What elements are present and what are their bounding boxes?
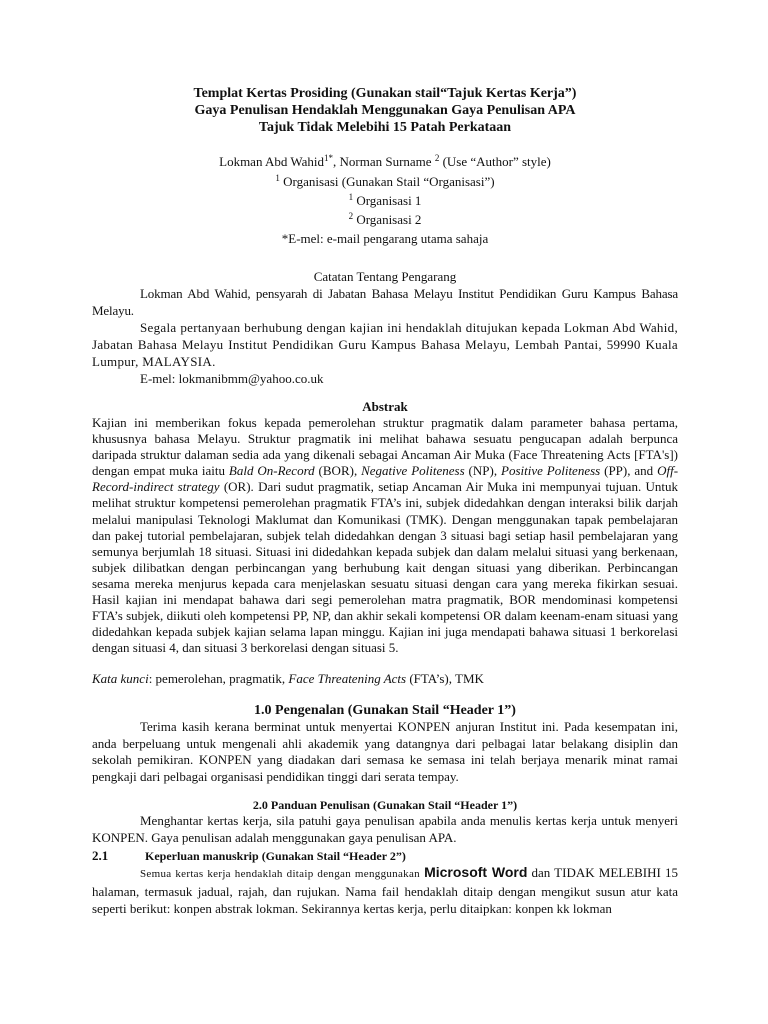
microsoft-word-label: Microsoft Word (424, 864, 528, 881)
author-2-name: , Norman Surname (333, 154, 435, 169)
author-email: *E-mel: e-mail pengarang utama sahaja (281, 231, 489, 246)
author-note-email: E-mel: lokmanibmm@yahoo.co.uk (140, 371, 324, 386)
section-2-heading: 2.0 Panduan Penulisan (Gunakan Stail “Header 1”) (252, 798, 518, 813)
author-note-paragraph-2: Segala pertanyaan berhubung dengan kajian ini hendaklah ditujukan kepada Lokman Abd Wahid, Jabatan Bahasa Melayu Institut Pendidikan Guru Kampus Bahasa Melayu, Lembah Pantai, 59990 Kuala Lumpur, MALAYSIA. (92, 320, 678, 369)
section-2-1-number: 2.1 (92, 848, 109, 864)
author-2-sup: 2 (434, 153, 440, 163)
author-note-heading: Catatan Tentang Pengarang (313, 269, 457, 284)
paper-title-line-1: Templat Kertas Prosiding (Gunakan stail“Tajuk Kertas Kerja”) (193, 86, 577, 101)
paper-title-line-3: Tajuk Tidak Melebihi 15 Patah Perkataan (258, 120, 512, 135)
section-2-1-body: Semua kertas kerja hendaklah ditaip dengan menggunakan Microsoft Word dan TIDAK MELEBIHI 15 halaman, termasuk jadual, rajah, dan rujukan. Nama fail hendaklah ditaip dengan mengikut susun atur kata seperti berikut: konpen abstrak lokman. Sekirannya kertas kerja, perlu ditaipkan: konpen kk lokman (92, 864, 678, 917)
section-2-body: Menghantar kertas kerja, sila patuhi gaya penulisan apabila anda menulis kertas kerja untuk menyeri KONPEN. Gaya penulisan adalah menggunakan gaya penulisan APA. (92, 813, 678, 845)
organisation-label: $^1$ Organisasi (Gunakan Stail “Organisasi”) (275, 173, 495, 189)
keywords-label: Kata kunci (92, 671, 149, 687)
author-note-paragraph-1: Lokman Abd Wahid, pensyarah di Jabatan Bahasa Melayu Institut Pendidikan Guru Kampus Bahasa Melayu. (92, 286, 678, 318)
section-1-body: Terima kasih kerana berminat untuk menyertai KONPEN anjuran Institut ini. Pada kesempatan ini, anda berpeluang untuk mengenali ahli akademik yang datangnya dari pelbagai latar belakang disiplin dan sekolah pemikiran. KONPEN yang diadakan dari semasa ke semasa ini telah berjaya menarik minat ramai pengkaji dari pelbagai organisasi pendidikan tinggi dari serata tempay. (92, 719, 678, 784)
abstract-heading: Abstrak (362, 399, 408, 414)
section-2-1-heading: 2.1 Keperluan manuskrip (Gunakan Stail “Header 2”) (92, 848, 406, 864)
section-1-heading: 1.0 Pengenalan (Gunakan Stail “Header 1”) (254, 703, 516, 719)
keywords: Kata kunci: pemerolehan, pragmatik, Face Threatening Acts (FTA’s), TMK (92, 671, 484, 687)
paper-page (92, 85, 678, 917)
author-1-sup: 1* (324, 153, 333, 163)
abstract-body: Kajian ini memberikan fokus kepada pemerolehan struktur pragmatik dalam parameter bahasa pertama, khususnya bahasa Melayu. Struktur pragmatik ini melihat bahawa sesuatu pengucapan adalah berpunca daripada struktur dalaman sedia ada yang dikenali sebagai Ancaman Air Muka (Face Threatening Acts [FTA's]) dengan empat muka iaitu Bald On-Record (BOR), Negative Politeness (NP), Positive Politeness (PP), and Off-Record-indirect strategy (OR). Dari sudut pragmatik, setiap Ancaman Air Muka ini mempunyai tujuan. Untuk melihat struktur kompetensi pemerolehan pragmatik FTA’s ini, subjek didedahkan dengan interaksi bilik darjah melalui manipulasi Teknologi Maklumat dan Komunikasi (TMK). Dengan menggunakan tapak pembelajaran dan pakej tutorial pembelajaran, subjek telah didedahkan dengan 3 situasi bagi setiap hasil pembelajaran yang semunya berjumlah 18 situasi. Situasi ini didedahkan kepada subjek dan dalam melalui situasi yang berkenaan, subjek dilibatkan dengan perbincangan yang berhubung kait dengan situasi yang diberikan. Perbincangan sesama mereka menjurus kepada cara menjelaskan sesuatu situasi dengan cara yang mereka fikirkan sesuai. Hasil kajian ini mendapat bahawa dari segi pemerolehan matra pragmatik, BOR mendominasi kompetensi FTA’s subjek, diikuti oleh kompetensi PP, NP, dan akhir sekali kompetensi OR dalam keenam-enam situasi yang didedahkan kepada subjek kajian selama lapan minggu. Kajian ini juga mendapati bahawa situasi 1 berkorelasi dengan situasi 4, dan situasi 3 berkorelasi dengan situasi 5. (92, 415, 679, 656)
organisation-2: $^2$ Organisasi 2 (348, 211, 422, 227)
paper-title-line-2: Gaya Penulisan Hendaklah Menggunakan Gaya Penulisan APA (194, 103, 576, 118)
author-line (92, 152, 678, 172)
author-style-note: (Use “Author” style) (439, 154, 551, 169)
organisation-1: $^1$ Organisasi 1 (348, 192, 422, 208)
author-1-name: Lokman Abd Wahid (219, 154, 324, 169)
